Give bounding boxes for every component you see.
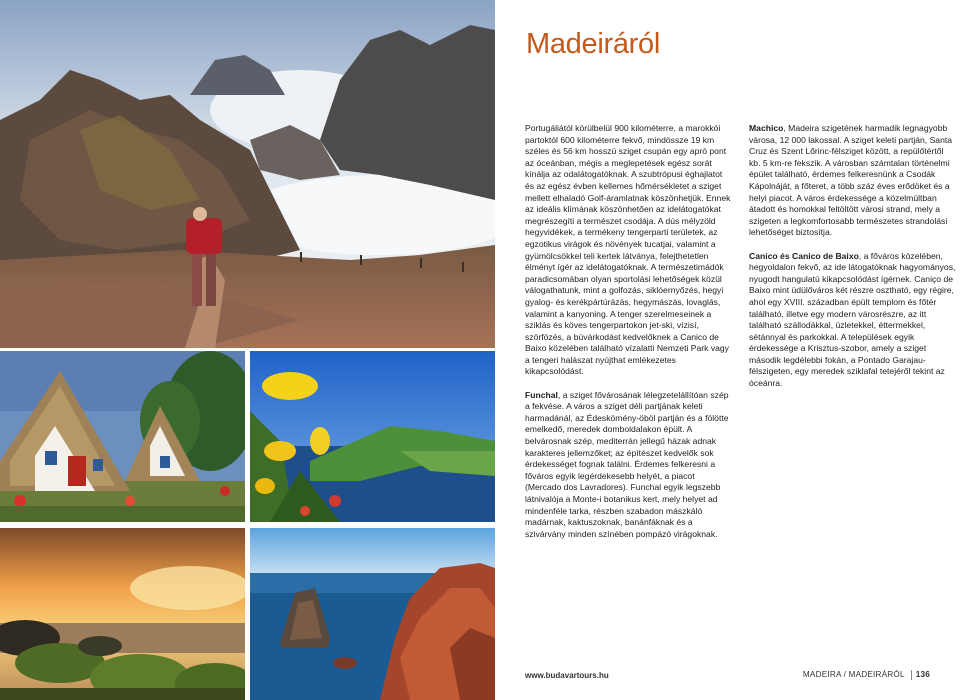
funchal-heading: Funchal bbox=[525, 389, 558, 400]
canico-text: , a főváros közelében, hegyoldalon fekvő, az ide látogatóknak hagyományos, nyugodt hangulatú kikapcsolódást ígérnek. Caniço de Baixo mint üdülőváros két részre osztható, egy régire, ahol egy XVIII. században épült templom és főtér található, illetve egy modern városrészre, az itt található szállodákkal, üzletekkel, éttermekkel, sétánnyal és parkokkal. A települések egyik érdekessége a Krisztus-szobor, amely a sziget második legdélebbi fokán, a Pontado Garajau-félszigeten, egy meredek sziklafal tetejéről tekint az óceánra. bbox=[749, 250, 956, 389]
canico-paragraph bbox=[749, 251, 957, 390]
footer-section-label bbox=[803, 670, 930, 680]
intro-paragraph: Portugáliától körülbelül 900 kilométerre, a marokkói partoktól 600 kilométerre fekvő, mindössze 19 km széles és 56 km hosszú sziget csupán egy apró pont az óceánban, mégis a meglepetések egész sorát kínálja az odalátogatóknak. A szubtrópusi éghajlatot és az egész évben kellemes hőmérsékletet a sziget mellett elhaladó Golf-áramlatnak köszönhetjük. Ennek az ideális klímának köszönhetően az idelátogatókat megrészegíti a természet csodája. A dús mélyzöld hegyvidékek, a termékeny tengerparti területek, az egzotikus virágok és növények tucatjai, valamint a gyümölcsökkel teli kertek látványa, felejthetetlen élményt ígér az idelátogatóknak. A természetimádók paradicsomában olyan sportolási lehetőségek közül válogathatunk, mint a golfozás, siklóernyőzés, hegyi gyalog- és kerékpártúrázás, hegymászás, lovaglás, valamint a kanyoning. A tenger szerelmeseinek a sziklás és köves tengerpartokon jet-ski, vízisí, szörfözés, a búvárkodást kedvelőknek a Canico de Baixo közelében található vízalatti Nemzeti Park vagy a tengeri halászat nyújthat emlékezetes kikapcsolódást. bbox=[525, 123, 731, 377]
footer-divider bbox=[911, 670, 912, 680]
funchal-paragraph bbox=[525, 390, 733, 541]
text-column-right bbox=[749, 123, 957, 401]
section-name: MADEIRA / MADEIRÁRÓL bbox=[802, 670, 905, 680]
sea-cliffs-photo bbox=[250, 528, 495, 700]
flowers-coast-photo bbox=[250, 351, 495, 522]
mountain-hiker-photo bbox=[0, 0, 495, 348]
text-column-left bbox=[525, 123, 733, 552]
footer-website-link[interactable]: www.budavartours.hu bbox=[525, 671, 609, 680]
funchal-text: , a sziget fővárosának lélegzetelállítóan szép a fekvése. A város a sziget déli partjának keleti harmadánál, az Édeskömény-öböl partján és a fölötte emelkedő, meredek domboldalakon épült. A belvárosnak szép, mediterrán jellegű házak adnak karakteres jellemzőket; az építészet kedvelők sok érdekességet fognak találni. Érdemes felkeresni a főváros egyik legérdekesebb helyét, a piacot (Mercado dos Lavradores). Funchal egyik legszebb látnivalója a Monte-i botanikus kert, mely helyet ad mindenféle tarka, részben szabadon mászkáló madárnak, kaktuszoknak, banánfáknak és a szivárvány minden színében pompázó virágoknak. bbox=[525, 389, 729, 539]
sunset-rocks-photo bbox=[0, 528, 245, 700]
machico-paragraph bbox=[749, 123, 957, 239]
canico-heading: Canico és Canico de Baixo bbox=[749, 250, 859, 261]
machico-text: , Madeira szigetének harmadik legnagyobb városa, 12 000 lakossal. A sziget keleti partján, Santa Cruz és Szent Lőrinc-félsziget között, a repülőtértől kb. 5 km-re fekszik. A városban számtalan történelmi épület található, érdemes felkeresnünk a Csodák Kápolnáját, a főteret, a több száz éves erődöket és a helyi piacot. A város érdekessége a közelmúltban átadott és homokkal feltöltött városi strand, mely a szigeten a legkomfortosabb természetes strandolási lehetőséget biztosítja. bbox=[749, 123, 953, 238]
page-title: Madeiráról bbox=[526, 28, 660, 60]
machico-heading: Machico bbox=[749, 123, 784, 133]
santana-houses-photo bbox=[0, 351, 245, 522]
page-number: 136 bbox=[915, 670, 930, 680]
